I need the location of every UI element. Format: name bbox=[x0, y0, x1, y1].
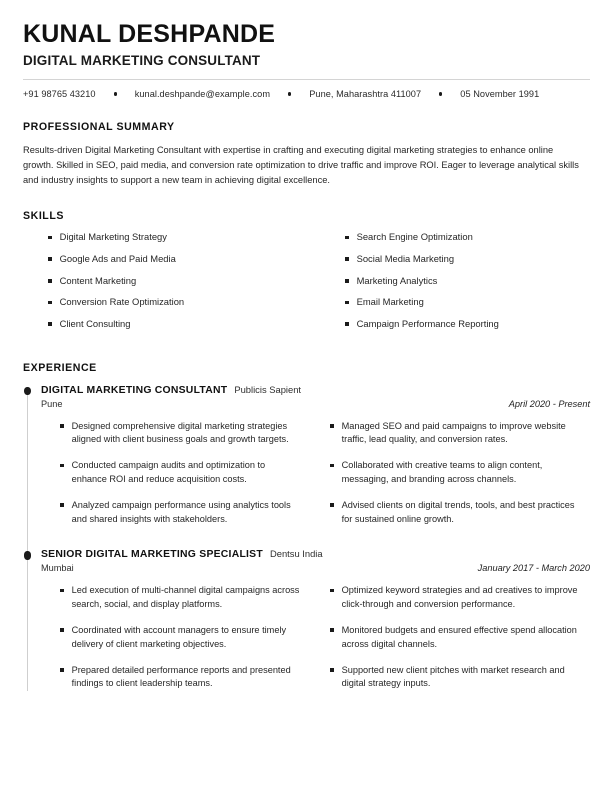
square-bullet-icon bbox=[345, 257, 349, 261]
job-title-line bbox=[41, 548, 590, 560]
header-divider bbox=[23, 79, 590, 80]
square-bullet-icon bbox=[60, 668, 64, 672]
square-bullet-icon bbox=[60, 503, 64, 507]
square-bullet-icon bbox=[48, 301, 52, 305]
list-item bbox=[41, 624, 314, 652]
skill-label: Email Marketing bbox=[356, 296, 424, 308]
list-item bbox=[314, 584, 590, 612]
bullet-text: Supported new client pitches with market research and digital strategy inputs. bbox=[341, 664, 565, 689]
section-experience bbox=[23, 362, 590, 692]
list-item bbox=[23, 253, 323, 266]
contact-separator-dot-icon bbox=[439, 92, 442, 95]
bullet-text: Advised clients on digital trends, tools, and best practices for sustained online growth. bbox=[341, 499, 575, 524]
section-title-skills: SKILLS bbox=[23, 210, 64, 223]
contact-row bbox=[23, 89, 590, 99]
contact-separator-dot-icon bbox=[114, 92, 117, 95]
bullet-text: Monitored budgets and ensured effective spend allocation across digital channels. bbox=[341, 624, 577, 649]
list-item bbox=[23, 296, 323, 309]
bullet-text: Coordinated with account managers to ensure timely delivery of client marketing objectives. bbox=[71, 624, 287, 649]
job-dates: January 2017 - March 2020 bbox=[477, 563, 590, 574]
square-bullet-icon bbox=[330, 589, 334, 593]
list-item bbox=[41, 499, 314, 527]
job-bullets-right bbox=[314, 420, 590, 527]
bullet-text: Conducted campaign audits and optimization to enhance ROI and reduce acquisition costs. bbox=[71, 460, 266, 484]
list-item bbox=[323, 296, 590, 309]
job-bullets bbox=[41, 584, 590, 691]
experience-entry bbox=[23, 548, 590, 691]
skill-label: Marketing Analytics bbox=[356, 274, 438, 286]
job-bullets bbox=[41, 420, 590, 527]
square-bullet-icon bbox=[330, 668, 334, 672]
list-item bbox=[41, 664, 314, 692]
skills-columns bbox=[23, 231, 590, 339]
square-bullet-icon bbox=[345, 236, 349, 240]
skill-label: Client Consulting bbox=[59, 317, 131, 329]
square-bullet-icon bbox=[330, 424, 334, 428]
list-item bbox=[314, 664, 590, 692]
list-item bbox=[23, 318, 323, 331]
job-title-line bbox=[41, 384, 590, 396]
job-bullets-left bbox=[41, 420, 314, 527]
square-bullet-icon bbox=[345, 279, 349, 283]
skill-label: Google Ads and Paid Media bbox=[59, 252, 176, 264]
square-bullet-icon bbox=[345, 322, 349, 326]
resume-content bbox=[23, 20, 590, 691]
list-item bbox=[41, 420, 314, 448]
skills-column-right bbox=[323, 231, 590, 339]
square-bullet-icon bbox=[330, 503, 334, 507]
list-item bbox=[323, 253, 590, 266]
experience-list bbox=[23, 384, 590, 692]
resume-header bbox=[23, 20, 590, 99]
list-item bbox=[41, 584, 314, 612]
list-item bbox=[314, 420, 590, 448]
bullet-text: Collaborated with creative teams to align content, messaging, and branding across channels. bbox=[341, 460, 543, 484]
candidate-name: KUNAL DESHPANDE bbox=[23, 20, 276, 48]
section-skills bbox=[23, 210, 590, 339]
section-title-experience: EXPERIENCE bbox=[23, 361, 97, 374]
contact-separator-dot-icon bbox=[288, 92, 291, 95]
list-item bbox=[23, 231, 323, 244]
list-item bbox=[314, 499, 590, 527]
candidate-headline: DIGITAL MARKETING CONSULTANT bbox=[23, 53, 261, 68]
square-bullet-icon bbox=[60, 628, 64, 632]
bullet-text: Prepared detailed performance reports and presented findings to client leadership teams. bbox=[71, 664, 291, 689]
job-bullets-left bbox=[41, 584, 314, 691]
contact-phone: +91 98765 43210 bbox=[23, 89, 96, 99]
square-bullet-icon bbox=[330, 628, 334, 632]
skills-column-left bbox=[23, 231, 323, 339]
section-professional-summary bbox=[23, 121, 590, 188]
bullet-text: Optimized keyword strategies and ad creatives to improve click-through and conversion performance. bbox=[341, 585, 578, 610]
skill-label: Campaign Performance Reporting bbox=[356, 317, 499, 329]
square-bullet-icon bbox=[48, 322, 52, 326]
square-bullet-icon bbox=[48, 236, 52, 240]
list-item bbox=[314, 624, 590, 652]
job-location: Mumbai bbox=[41, 563, 74, 574]
timeline-dot-icon bbox=[24, 551, 31, 560]
job-meta bbox=[41, 563, 590, 573]
skill-label: Social Media Marketing bbox=[356, 252, 455, 264]
skill-label: Content Marketing bbox=[59, 274, 137, 286]
square-bullet-icon bbox=[345, 301, 349, 305]
summary-body bbox=[23, 143, 583, 188]
skill-label: Conversion Rate Optimization bbox=[59, 296, 185, 308]
job-bullets-right bbox=[314, 584, 590, 691]
contact-date-of-birth: 05 November 1991 bbox=[460, 89, 540, 99]
summary-paragraph: Results-driven Digital Marketing Consultant with expertise in crafting and executing digital marketing strategies to enhance online growth. Skilled in SEO, paid media, and conversion rate optimization to drive traffic and improve ROI. Eager to leverage analytical skills and industry insights to support a new team in achieving digital excellence. bbox=[23, 145, 579, 186]
job-title: SENIOR DIGITAL MARKETING SPECIALIST bbox=[41, 549, 263, 561]
bullet-text: Designed comprehensive digital marketing strategies aligned with client business goals and growth targets. bbox=[71, 420, 289, 445]
list-item bbox=[323, 318, 590, 331]
list-item bbox=[23, 275, 323, 288]
bullet-text: Analyzed campaign performance using analytics tools and shared insights with stakeholders. bbox=[71, 499, 291, 524]
bullet-text: Led execution of multi-channel digital campaigns across search, social, and display platforms. bbox=[71, 585, 300, 610]
square-bullet-icon bbox=[48, 257, 52, 261]
contact-location: Pune, Maharashtra 411007 bbox=[309, 89, 422, 99]
contact-email[interactable]: kunal.deshpande@example.com bbox=[134, 89, 271, 99]
job-title: DIGITAL MARKETING CONSULTANT bbox=[41, 384, 228, 396]
timeline-dot-icon bbox=[24, 387, 31, 396]
square-bullet-icon bbox=[60, 589, 64, 593]
skill-label: Search Engine Optimization bbox=[356, 231, 473, 243]
job-dates: April 2020 - Present bbox=[508, 398, 590, 409]
list-item bbox=[323, 275, 590, 288]
square-bullet-icon bbox=[60, 424, 64, 428]
square-bullet-icon bbox=[60, 464, 64, 468]
square-bullet-icon bbox=[48, 279, 52, 283]
bullet-text: Managed SEO and paid campaigns to improve website traffic, lead quality, and conversion rates. bbox=[341, 420, 566, 445]
job-meta bbox=[41, 399, 590, 409]
square-bullet-icon bbox=[330, 464, 334, 468]
list-item bbox=[41, 459, 314, 487]
job-company: Publicis Sapient bbox=[234, 383, 302, 395]
section-title-summary: PROFESSIONAL SUMMARY bbox=[23, 121, 175, 133]
job-location: Pune bbox=[41, 398, 63, 409]
skill-label: Digital Marketing Strategy bbox=[59, 231, 167, 243]
experience-entry bbox=[23, 384, 590, 527]
job-company: Dentsu India bbox=[269, 548, 323, 560]
list-item bbox=[323, 231, 590, 244]
list-item bbox=[314, 459, 590, 487]
